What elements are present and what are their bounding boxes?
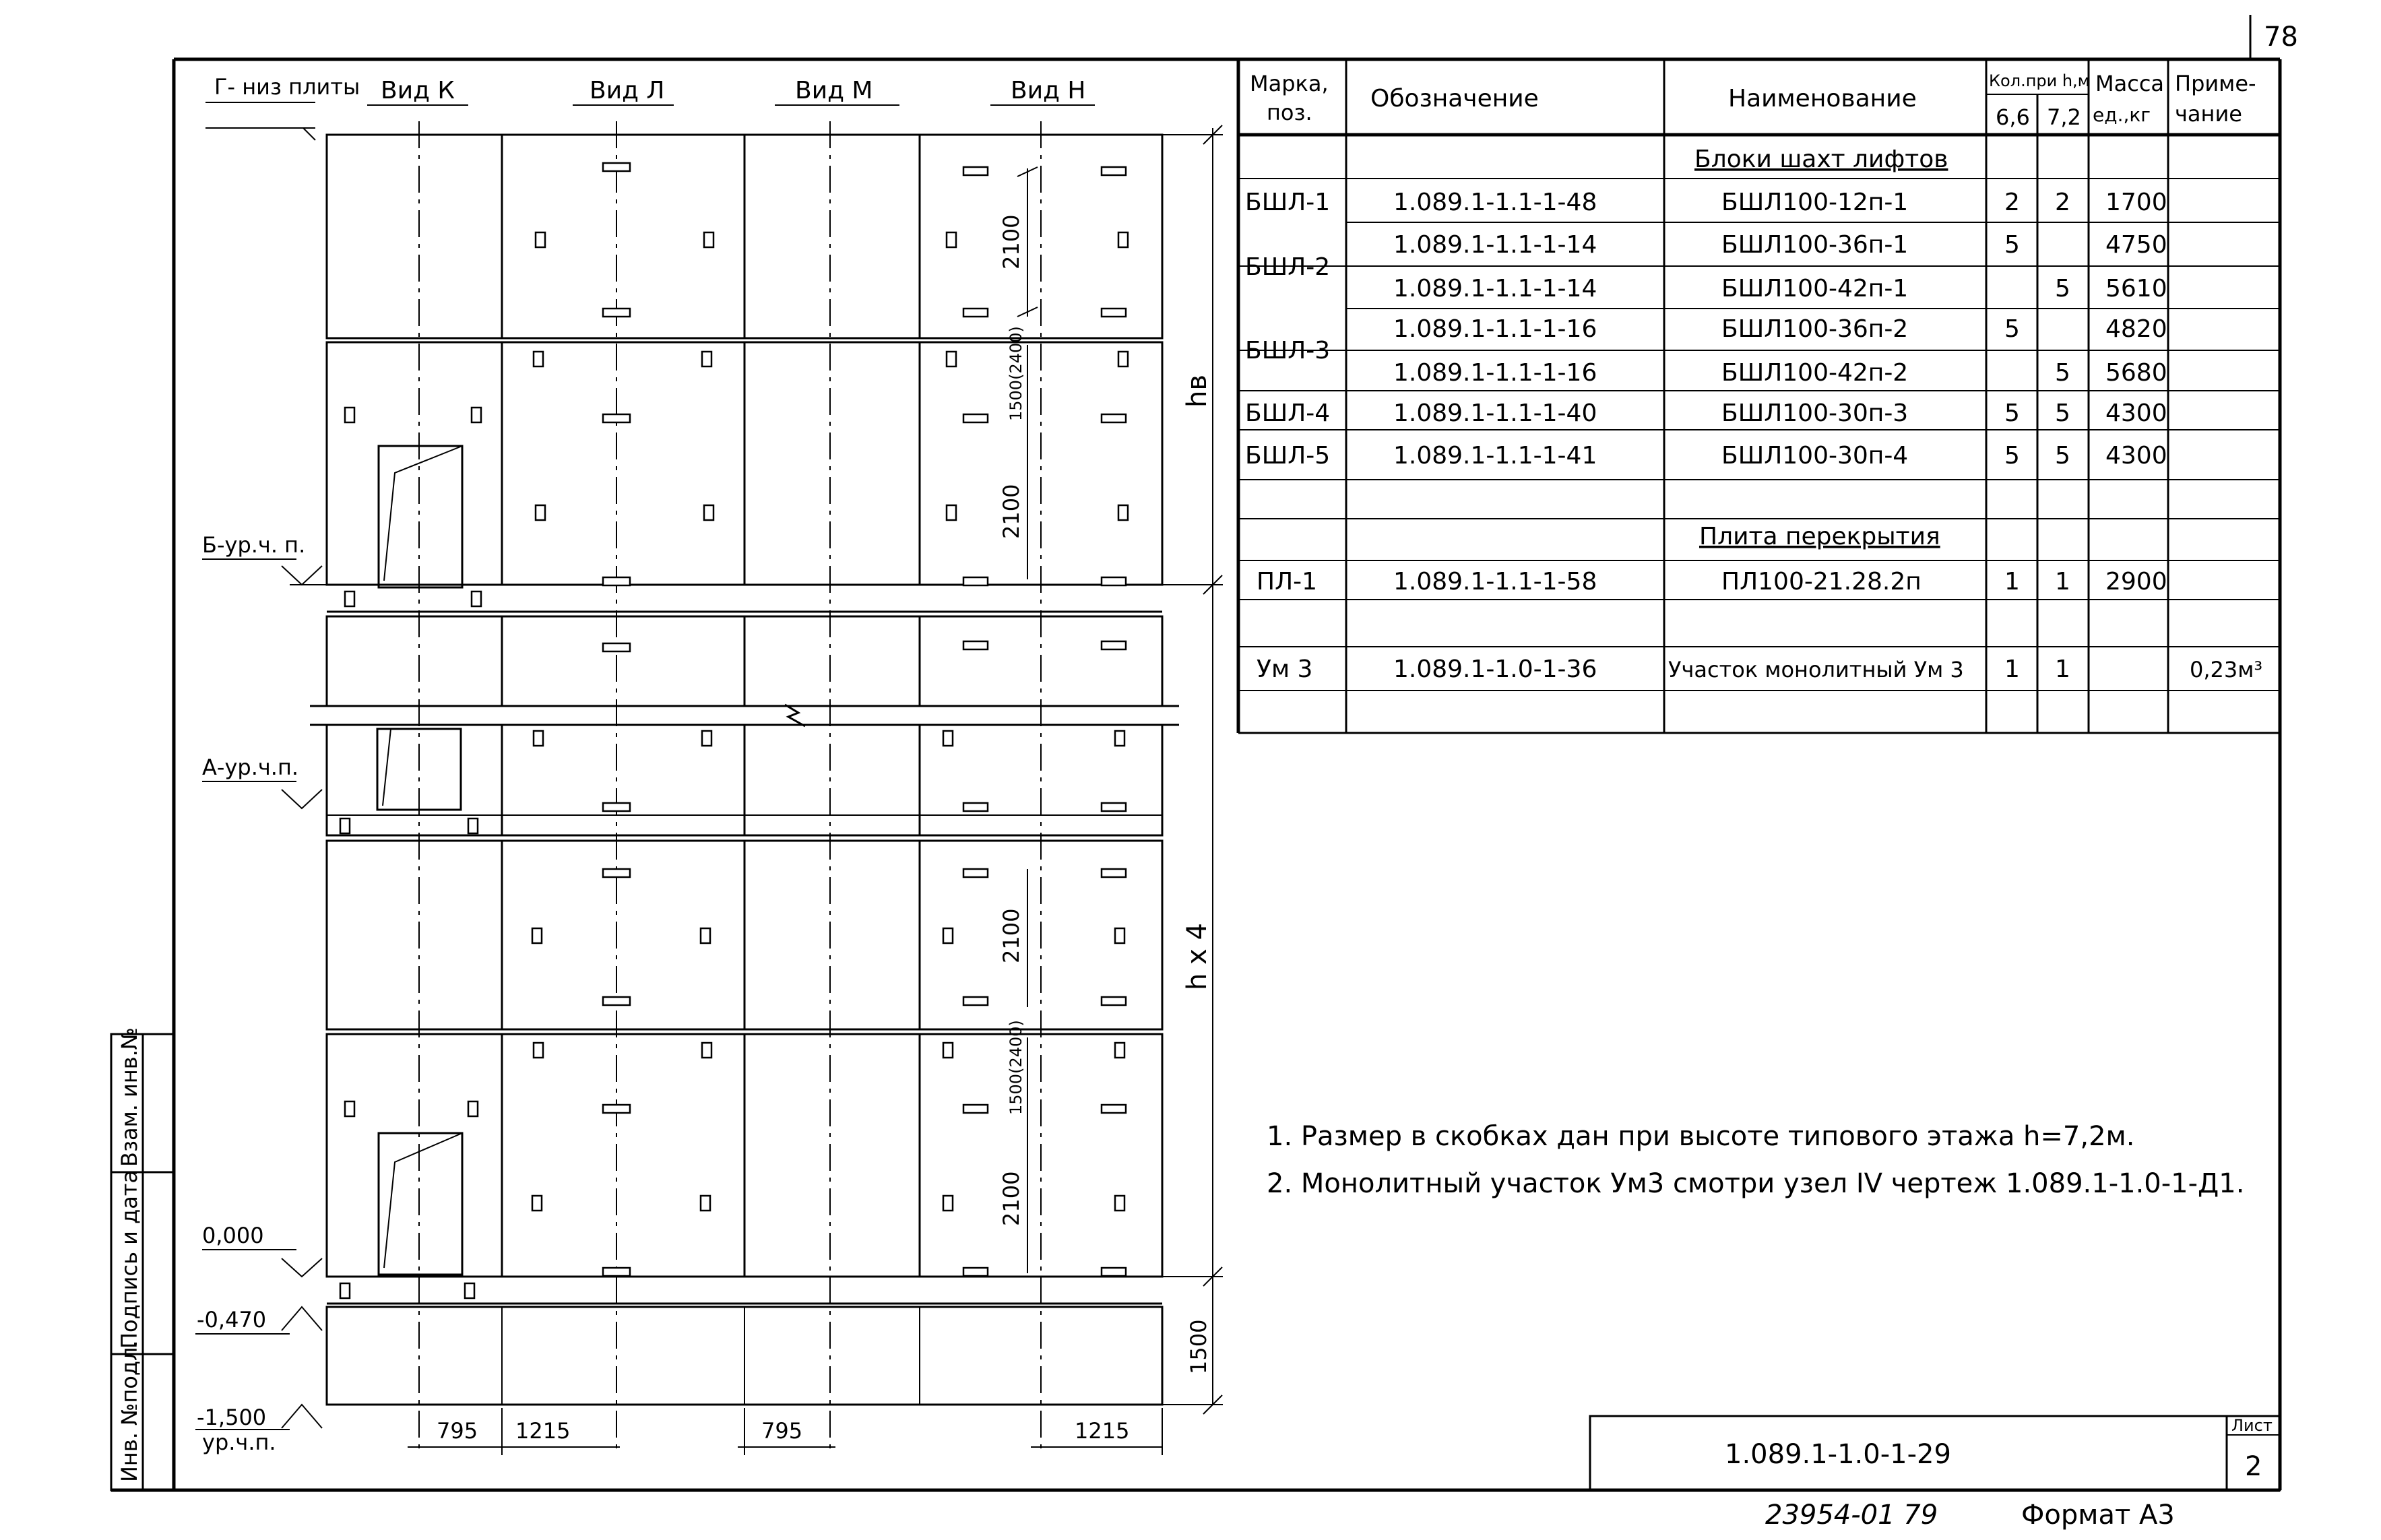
row-mark: БШЛ-4 (1245, 399, 1331, 427)
note-1: 1. Размер в скобках дан при высоте типового этажа h=7,2м. (1267, 1121, 2135, 1152)
row-designation: 1.089.1-1.1-1-14 (1393, 275, 1597, 302)
table-row (1393, 275, 2167, 302)
row-mass: 5680 (2105, 359, 2167, 387)
row-q66: 5 (2004, 399, 2020, 427)
dim-2100-a: 2100 (998, 214, 1024, 269)
dim-1500-2400-a: 1500(2400) (1007, 326, 1025, 421)
sheet-label: Лист (2231, 1416, 2273, 1435)
view-headers (205, 74, 1095, 140)
row-designation: 1.089.1-1.1-1-14 (1393, 231, 1597, 259)
row-name: БШЛ100-42п-2 (1721, 359, 1909, 387)
row-name: ПЛ100-21.28.2п (1721, 568, 1922, 596)
table-row (1393, 359, 2167, 387)
row-mass: 5610 (2105, 275, 2167, 302)
row-name: Участок монолитный Ум 3 (1668, 657, 1964, 682)
row-q72: 5 (2055, 399, 2070, 427)
table-row (1245, 315, 2167, 364)
row-q66: 1 (2004, 655, 2020, 683)
view-n-label: Вид Н (1011, 77, 1086, 104)
view-l-label: Вид Л (590, 77, 665, 104)
axis-lines (419, 121, 1041, 1448)
level-m047-label: -0,470 (197, 1307, 267, 1333)
row-mass: 4820 (2105, 315, 2167, 343)
table-row (1245, 189, 2167, 216)
row-q72: 1 (2055, 568, 2070, 596)
table-row (1245, 442, 2167, 470)
row-designation: 1.089.1-1.1-1-16 (1393, 315, 1597, 343)
hdr-mark-1: Марка, (1250, 71, 1329, 96)
dim-2100-b: 2100 (998, 484, 1024, 539)
hdr-qty-72: 7,2 (2047, 104, 2081, 130)
dim-795-a: 795 (437, 1418, 478, 1444)
dim-hv: hв (1182, 375, 1213, 408)
row-mark: БШЛ-5 (1245, 442, 1331, 470)
row-mass: 4300 (2105, 399, 2167, 427)
hdr-note-1: Приме- (2175, 71, 2256, 96)
section-shafts: Блоки шахт лифтов (1694, 146, 1948, 173)
dim-1215-a: 1215 (515, 1418, 571, 1444)
level-marks (195, 532, 327, 1455)
row-name: БШЛ100-30п-3 (1721, 399, 1909, 427)
row-q66: 2 (2004, 189, 2020, 216)
table-row (1257, 568, 2167, 596)
table-row (1245, 231, 2167, 281)
row-mass: 4750 (2105, 231, 2167, 259)
right-dimensions (1162, 125, 1223, 1414)
row-mass: 4300 (2105, 442, 2167, 470)
row-mark: ПЛ-1 (1257, 568, 1318, 596)
sheet-number: 2 (2245, 1451, 2262, 1482)
hdr-mark-2: поз. (1267, 100, 1312, 125)
row-q72: 5 (2055, 275, 2070, 302)
hdr-note-2: чание (2175, 101, 2242, 127)
row-mark: БШЛ-2 (1245, 253, 1331, 281)
title-code: 1.089.1-1.0-1-29 (1725, 1439, 1951, 1470)
dim-2100-d: 2100 (998, 1171, 1024, 1226)
row-name: БШЛ100-30п-4 (1721, 442, 1909, 470)
bottom-dimensions (408, 1408, 1162, 1455)
row-name: БШЛ100-36п-2 (1721, 315, 1909, 343)
stamp-inv-podl: Инв. №подл. (117, 1340, 142, 1482)
row-q72: 2 (2055, 189, 2070, 216)
hdr-qty: Кол.при h,м (1989, 71, 2090, 90)
level-m15-sub: ур.ч.п. (202, 1430, 276, 1455)
row-q66: 5 (2004, 231, 2020, 259)
row-designation: 1.089.1-1.1-1-58 (1393, 568, 1597, 596)
hdr-mass-2: ед.,кг (2093, 104, 2151, 126)
level-0-label: 0,000 (202, 1223, 264, 1248)
row-name: БШЛ100-36п-1 (1721, 231, 1909, 259)
row-q72: 1 (2055, 655, 2070, 683)
row-q66: 1 (2004, 568, 2020, 596)
sheet-frame (111, 15, 2280, 1490)
row-note: 0,23м³ (2190, 657, 2263, 682)
level-a-label: А-ур.ч.п. (202, 755, 299, 780)
side-stamp (111, 1027, 174, 1490)
dim-795-b: 795 (761, 1418, 803, 1444)
row-designation: 1.089.1-1.1-1-40 (1393, 399, 1597, 427)
section-slab: Плита перекрытия (1699, 523, 1940, 550)
elevation-panels (310, 135, 1179, 1405)
row-mass: 1700 (2105, 189, 2167, 216)
row-name: БШЛ100-42п-1 (1721, 275, 1909, 302)
row-mark: БШЛ-1 (1245, 189, 1331, 216)
row-designation: 1.089.1-1.1-1-16 (1393, 359, 1597, 387)
level-b-label: Б-ур.ч. п. (202, 532, 306, 558)
row-designation: 1.089.1-1.0-1-36 (1393, 655, 1597, 683)
stamp-signature-date: Подпись и дата (117, 1169, 142, 1349)
footer-handwritten: 23954-01 79 (1765, 1500, 1938, 1531)
dim-1500-2400-b: 1500(2400) (1007, 1020, 1025, 1115)
dim-1215-b: 1215 (1075, 1418, 1130, 1444)
row-name: БШЛ100-12п-1 (1721, 189, 1909, 216)
dim-h-x4: h x 4 (1182, 923, 1213, 990)
row-mark: БШЛ-3 (1245, 337, 1331, 364)
dim-2100-c: 2100 (998, 908, 1024, 963)
view-k-label: Вид К (381, 77, 455, 104)
note-2: 2. Монолитный участок Ум3 смотри узел IV чертеж 1.089.1-1.0-1-Д1. (1267, 1168, 2245, 1199)
table-rows (1245, 189, 2262, 683)
dim-1500: 1500 (1186, 1319, 1211, 1374)
table-row (1245, 399, 2167, 427)
view-m-label: Вид М (795, 77, 873, 104)
hdr-name: Наименование (1728, 85, 1917, 113)
row-q66: 5 (2004, 442, 2020, 470)
row-q72: 5 (2055, 442, 2070, 470)
table-row (1257, 655, 2262, 683)
row-mark: Ум 3 (1257, 655, 1313, 683)
hdr-mass-1: Масса (2095, 71, 2165, 96)
stamp-vzam-inv: Взам. инв.№ (117, 1027, 142, 1167)
level-top-label: Г- низ плиты (214, 74, 360, 100)
level-m15-label: -1,500 (197, 1405, 267, 1430)
footer-format: Формат А3 (2021, 1500, 2175, 1531)
row-mass: 2900 (2105, 568, 2167, 596)
row-designation: 1.089.1-1.1-1-41 (1393, 442, 1597, 470)
row-q72: 5 (2055, 359, 2070, 387)
sheet-corner-number: 78 (2264, 22, 2298, 53)
hdr-qty-66: 6,6 (1996, 104, 2030, 130)
row-designation: 1.089.1-1.1-1-48 (1393, 189, 1597, 216)
hdr-designation: Обозначение (1370, 85, 1539, 113)
row-q66: 5 (2004, 315, 2020, 343)
